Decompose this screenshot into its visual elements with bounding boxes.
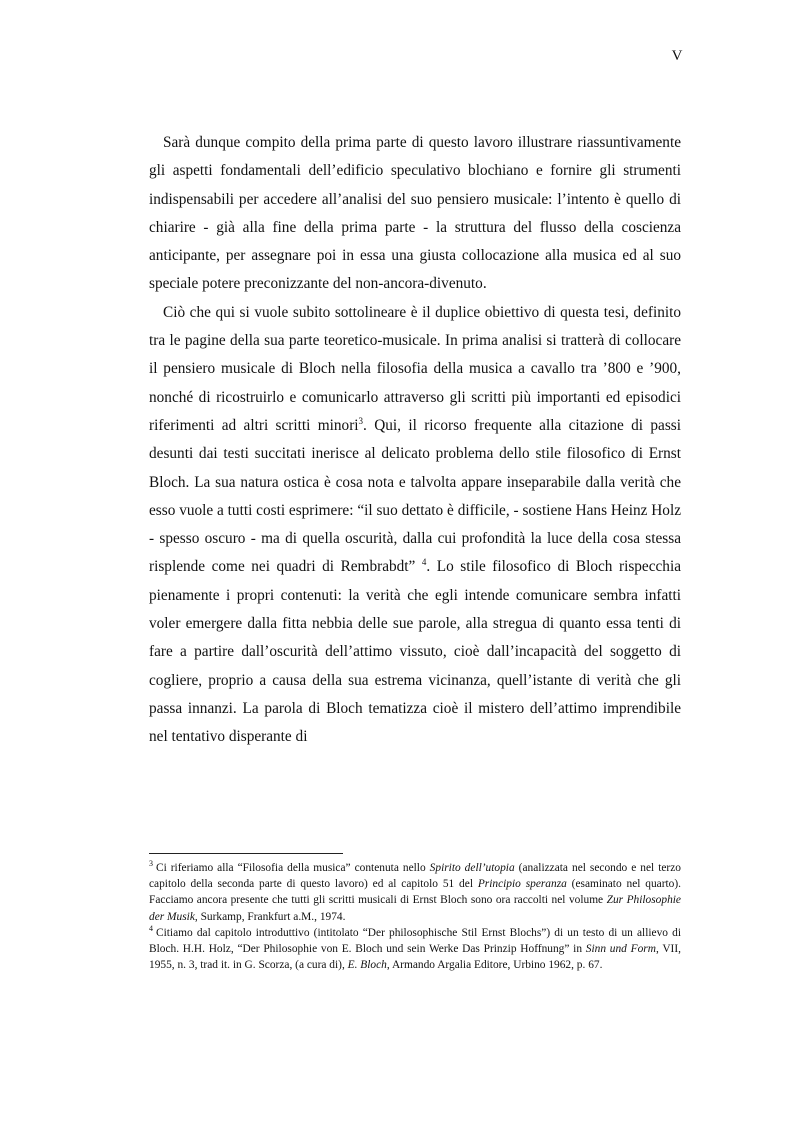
footnote-3	[149, 860, 681, 925]
footnote-number: 4	[149, 923, 153, 933]
footnote-text: , Armando Argalia Editore, Urbino 1962, p. 67.	[386, 959, 603, 972]
footnote-title: Zur Philosophie der Musik	[149, 894, 681, 923]
footnote-separator	[149, 853, 343, 854]
main-text	[149, 129, 681, 752]
footnote-ref-3: 3	[358, 415, 364, 426]
footnote-text: (esaminato nel quarto). Facciamo ancora presente che tutti gli scritti musicali di Ernst Bloch sono ora raccolti nel volume	[149, 878, 681, 907]
footnote-text: Ci riferiamo alla “Filosofia della musica” contenuta nello	[156, 862, 430, 874]
footnotes	[149, 860, 681, 973]
footnote-number: 3	[149, 859, 153, 868]
paragraph-2-part-b: . Qui, il ricorso frequente alla citazione di passi desunti dai testi succitati inerisce al delicato problema dello stile filosofico di Ernst Bloch. La sua natura ostica è cosa nota e talvolta appare inseparabile dalla verità che esso vuole a tutti costi esprimere: “il suo dettato è difficile, - sostiene Hans Heinz Holz - spesso oscuro - ma di quella oscurità, dalla cui profondità la luce della cosa stessa risplende come nei quadri di Rembrabdt”	[149, 416, 681, 576]
paragraph-2	[149, 299, 681, 752]
footnote-ref-4: 4	[421, 557, 427, 568]
footnote-4	[149, 925, 681, 974]
footnote-title: E. Bloch	[347, 959, 387, 972]
footnote-title: Principio speranza	[477, 878, 567, 891]
footnote-title: Sinn und Form	[585, 943, 656, 956]
footnote-text: Citiamo dal capitolo introduttivo (intitolato “Der philosophische Stil Ernst Blochs”) di un testo di un allievo di Bloch. H.H. Holz, “Der Philosophie von E. Bloch und sein Werke Das Prinzip Hoffnung” in	[149, 926, 681, 956]
paragraph-1: Sarà dunque compito della prima parte di questo lavoro illustrare riassuntivamente gli aspetti fondamentali dell’edificio speculativo blochiano e fornire gli strumenti indispensabili per accedere all’analisi del suo pensiero musicale: l’intento è quello di chiarire - già alla fine della prima parte - la struttura del flusso della coscienza anticipante, per assegnare poi in essa una giusta collocazione alla musica ed al suo speciale potere preconizzante del non-ancora-divenuto.	[149, 134, 681, 293]
footnote-title: Spirito dell’utopia	[429, 862, 515, 874]
paragraph-2-part-c: . Lo stile filosofico di Bloch rispecchia pienamente i propri contenuti: la verità che egli intende comunicare sembra infatti voler emergere dalla fitta nebbia delle sue parole, alla stregua di quanto essa tenti di fare a partire dall’oscurità dell’attimo vissuto, cioè dall’incapacità del soggetto di cogliere, proprio a causa della sua estrema vicinanza, quell’istante di verità che gli passa innanzi. La parola di Bloch tematizza cioè il mistero dell’attimo imprendibile nel tentativo disperante di	[149, 558, 681, 746]
paragraph-2-part-a: Ciò che qui si vuole subito sottolineare è il duplice obiettivo di questa tesi, definito tra le pagine della sua parte teoretico-musicale. In prima analisi si tratterà di collocare il pensiero musicale di Bloch nella filosofia della musica a cavallo tra ’800 e ’900, nonché di ricostruirlo e comunicarlo attraverso gli scritti più importanti ed episodici riferimenti ad altri scritti minori	[149, 303, 681, 434]
page-number: V	[671, 48, 683, 64]
footnote-text: (analizzata nel secondo e nel terzo capitolo della seconda parte di questo lavoro) ed al capitolo 51 del	[149, 862, 681, 891]
footnote-text: , Surkamp, Frankfurt a.M., 1974.	[194, 910, 346, 923]
footnote-text: , VII, 1955, n. 3, trad it. in G. Scorza, (a cura di),	[149, 943, 681, 972]
